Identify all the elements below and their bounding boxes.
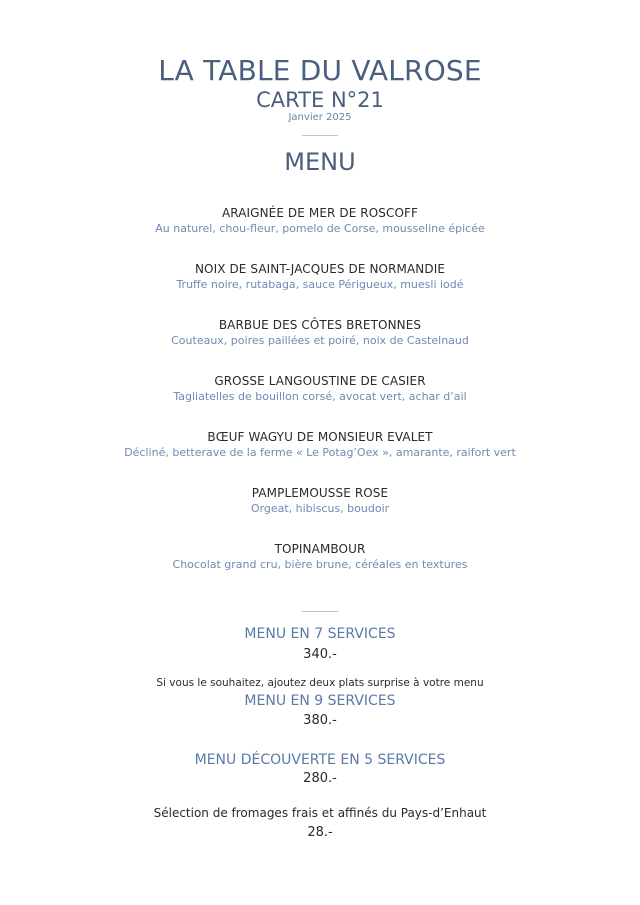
dish-name: GROSSE LANGOUSTINE DE CASIER (214, 374, 426, 388)
dish-name: PAMPLEMOUSSE ROSE (251, 486, 389, 500)
dish-name: ARAIGNÉE DE MER DE ROSCOFF (221, 206, 419, 220)
restaurant-name: LA TABLE DU VALROSE (158, 54, 482, 87)
top-divider (302, 135, 338, 136)
dish-description: Tagliatelles de bouillon corsé, avocat vert, achar d’ail (173, 390, 467, 403)
dish-name: TOPINAMBOUR (274, 542, 366, 556)
dish-description: Truffe noire, rutabaga, sauce Périgueux, muesli iodé (176, 278, 464, 291)
dish-description: Couteaux, poires paillées et poiré, noix de Castelnaud (171, 334, 469, 347)
dish-description: Au naturel, chou-fleur, pomelo de Corse, mousseline épicée (155, 222, 485, 235)
cheese-price: 28.- (307, 825, 333, 840)
dish-name: BŒUF WAGYU DE MONSIEUR EVALET (207, 430, 433, 444)
offers-divider (302, 611, 338, 612)
dish-description: Orgeat, hibiscus, boudoir (250, 502, 390, 515)
offer-title-7: MENU EN 7 SERVICES (244, 626, 396, 642)
dish-description: Décliné, betterave de la ferme « Le Potag’Oex », amarante, raifort vert (124, 446, 516, 459)
offer-price-7: 340.- (303, 647, 337, 662)
cheese-title: Sélection de fromages frais et affinés du Pays-d’Enhaut (153, 806, 487, 820)
offer-title-9: MENU EN 9 SERVICES (244, 693, 396, 709)
offer-price-5: 280.- (303, 771, 337, 786)
offer-note-9: Si vous le souhaitez, ajoutez deux plats surprise à votre menu (156, 677, 484, 689)
menu-heading: MENU (284, 148, 356, 176)
carte-number: CARTE N°21 (256, 88, 384, 112)
dish-name: BARBUE DES CÔTES BRETONNES (218, 318, 422, 332)
offer-title-5: MENU DÉCOUVERTE EN 5 SERVICES (194, 752, 446, 768)
offer-price-9: 380.- (303, 713, 337, 728)
dish-name: NOIX DE SAINT-JACQUES DE NORMANDIE (194, 262, 446, 276)
dish-description: Chocolat grand cru, bière brune, céréales en textures (172, 558, 468, 571)
carte-date: Janvier 2025 (288, 112, 352, 123)
